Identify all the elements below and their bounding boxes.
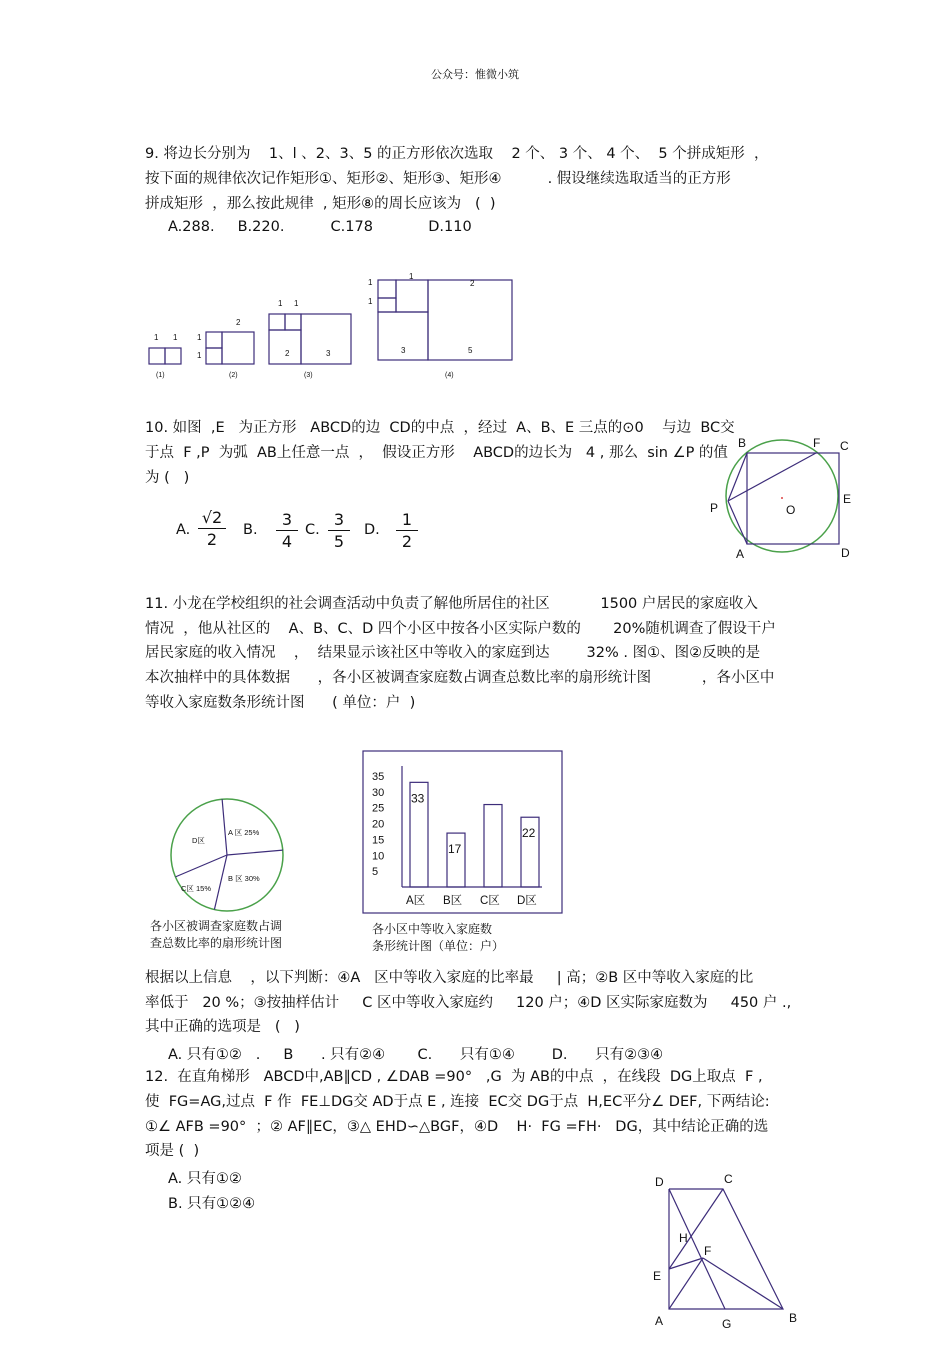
q12-line-3: ①∠ AFB =90° ；② AF∥EC，③△ EHD∽△BGF，④D H· FG =FH· DG，其中结论正确的选	[145, 1119, 769, 1135]
f1-label-1: 1	[154, 333, 159, 342]
svg-text:1: 1	[294, 299, 299, 308]
bar-caption-1: 各小区中等收入家庭数	[372, 922, 493, 936]
pie-caption-2: 查总数比率的扇形统计图	[150, 936, 283, 950]
svg-text:3: 3	[401, 346, 406, 355]
x-category-label-1: B区	[443, 895, 463, 907]
y-tick-label: 35	[372, 771, 385, 783]
y-tick-label: 5	[372, 866, 379, 879]
pie-label-c: C区 15%	[181, 884, 212, 893]
q12-option-a: A. 只有①②	[168, 1171, 242, 1187]
svg-text:(1): (1)	[156, 372, 165, 379]
pie-slice-boundary-1	[227, 850, 283, 855]
svg-text:C: C	[724, 1172, 733, 1186]
q11-judgement-3: 其中正确的选项是 ( )	[145, 1019, 300, 1035]
q9-line-3: 拼成矩形 ，那么按此规律 , 矩形⑧的周长应该为 ( )	[145, 196, 496, 212]
q11-line-2: 情况 ，他从社区的 A、B、C、D 四个小区中按各小区实际户数的 20%随机调查了假设干户	[145, 621, 776, 637]
q11-options: A. 只有①② . B . 只有②④ C. 只有①④ D. 只有②③④	[168, 1047, 664, 1063]
svg-text:H: H	[679, 1231, 688, 1245]
svg-text:1: 1	[197, 351, 202, 360]
q12-trapezoid-figure	[645, 1170, 805, 1335]
svg-text:F: F	[813, 436, 821, 450]
x-category-label-2: C区	[480, 895, 500, 907]
bar-caption-2: 条形统计图（单位：户）	[372, 939, 505, 953]
q10-option-b-fraction: $\frac{3}{4}$	[276, 510, 298, 553]
q10-option-c-fraction: $\frac{3}{5}$	[328, 510, 350, 553]
q10-option-d-fraction: $\frac{1}{2}$	[396, 510, 418, 553]
pie-slice-boundary-2	[214, 855, 227, 910]
pie-slice-boundary-0	[222, 799, 227, 855]
svg-text:P: P	[710, 501, 719, 515]
bar-data-label-1: 17	[448, 842, 462, 857]
q10-option-c-label: C.	[305, 522, 320, 538]
svg-text:1: 1	[368, 278, 373, 287]
svg-text:1: 1	[197, 333, 202, 342]
q11-line-3: 居民家庭的收入情况 ， 结果显示该社区中等收入的家庭到达 32% . 图①、图②反映的是	[145, 645, 761, 661]
q12-option-b: B. 只有①②④	[168, 1196, 256, 1212]
q10-option-d-label: D.	[364, 522, 380, 538]
svg-text:(3): (3)	[304, 372, 313, 379]
y-tick-label: 30	[372, 786, 385, 799]
svg-text:D: D	[655, 1175, 664, 1189]
q12-line-1: 12. 在直角梯形 ABCD中,AB∥CD , ∠DAB =90° ,G 为 AB的中点 ，在线段 DG上取点 F ,	[145, 1069, 763, 1085]
bar-chart	[362, 750, 564, 916]
svg-text:B: B	[789, 1311, 798, 1325]
q10-circle-figure	[700, 430, 865, 565]
bar-data-label-3: 22	[522, 826, 536, 841]
svg-text:1: 1	[278, 299, 283, 308]
q9-line-2: 按下面的规律依次记作矩形①、矩形②、矩形③、矩形④ . 假设继续选取适当的正方形	[145, 171, 731, 187]
q9-rectangles-figure	[140, 270, 530, 382]
q11-line-4: 本次抽样中的具体数据 ，各小区被调查家庭数占调查总数比率的扇形统计图 ，各小区中	[145, 670, 775, 686]
trapezoid-abcd	[669, 1189, 783, 1309]
svg-text:3: 3	[326, 349, 331, 358]
pie-label-a: A 区 25%	[228, 828, 260, 837]
svg-text:B: B	[738, 436, 747, 450]
y-tick-label: 15	[372, 834, 385, 847]
svg-text:E: E	[843, 492, 852, 506]
svg-text:G: G	[722, 1317, 732, 1331]
pie-caption-1: 各小区被调查家庭数占调	[150, 919, 283, 933]
svg-text:O: O	[786, 503, 796, 517]
svg-text:2: 2	[236, 318, 241, 327]
f1-label-2: 1	[173, 333, 178, 342]
q10-line-2: 于点 F ,P 为弧 AB上任意一点 ， 假设正方形 ABCD的边长为 4 , 那么 sin ∠P 的值	[145, 445, 728, 461]
q10-option-a-label: A.	[176, 522, 191, 538]
f1-square-b	[165, 348, 181, 364]
q11-line-5: 等收入家庭数条形统计图 ( 单位：户 )	[145, 695, 416, 711]
q11-judgement-1: 根据以上信息 ，以下判断：④A 区中等收入家庭的比率最 | 高；②B 区中等收入家庭的比	[145, 970, 754, 986]
x-category-label-3: D区	[517, 895, 537, 907]
svg-text:(2): (2)	[229, 372, 238, 379]
y-tick-label: 25	[372, 802, 385, 815]
svg-text:(4): (4)	[445, 372, 454, 379]
svg-text:5: 5	[468, 346, 473, 355]
bar-data-label-0: 33	[411, 791, 425, 806]
svg-text:E: E	[653, 1269, 662, 1283]
q11-judgement-2: 率低于 20 %；③按抽样估计 C 区中等收入家庭约 120 户；④D 区实际家庭数为 450 户 .,	[145, 995, 792, 1011]
pie-label-b: B 区 30%	[228, 874, 260, 883]
f1-square-a	[149, 348, 165, 364]
square-abcd	[747, 453, 839, 544]
svg-text:A: A	[736, 547, 745, 561]
q10-option-b-label: B.	[243, 522, 258, 538]
x-category-label-0: A区	[406, 895, 426, 907]
q10-line-3: 为 ( )	[145, 470, 190, 486]
page-header: 公众号：惟微小筑	[431, 68, 519, 81]
svg-text:1: 1	[409, 272, 414, 281]
svg-text:F: F	[704, 1244, 712, 1258]
pie-slice-boundary-3	[175, 855, 227, 877]
svg-text:2: 2	[285, 349, 290, 358]
svg-text:2: 2	[470, 279, 475, 288]
svg-text:1: 1	[368, 297, 373, 306]
q10-line-1: 10. 如图 ,E 为正方形 ABCD的边 CD的中点 ，经过 A、B、E 三点的⊙0 与边 BC交	[145, 420, 735, 436]
y-tick-label: 10	[372, 850, 385, 863]
q11-line-1: 11. 小龙在学校组织的社会调查活动中负责了解他所居住的社区 1500 户居民的家庭收入	[145, 596, 758, 612]
svg-text:D: D	[841, 546, 850, 560]
q9-options: A.288. B.220. C.178 D.110	[168, 219, 472, 235]
q10-option-a-fraction: $\frac{√2}{2}$	[198, 508, 226, 551]
q12-line-2: 使 FG=AG,过点 F 作 FE⊥DG交 AD于点 E , 连接 EC交 DG于点 H,EC平分∠ DEF, 下两结论:	[145, 1094, 770, 1110]
svg-text:A: A	[655, 1314, 664, 1328]
bar-2	[484, 805, 502, 887]
y-tick-label: 20	[372, 818, 385, 831]
pie-chart	[165, 795, 295, 915]
q12-line-4: 项是 ( )	[145, 1143, 200, 1159]
pie-label-d: D区	[192, 836, 205, 845]
svg-text:C: C	[840, 439, 849, 453]
q9-line-1: 9. 将边长分别为 1、l 、2、3、5 的正方形依次选取 2 个、 3 个、 4 个、 5 个拼成矩形 ，	[145, 146, 769, 162]
